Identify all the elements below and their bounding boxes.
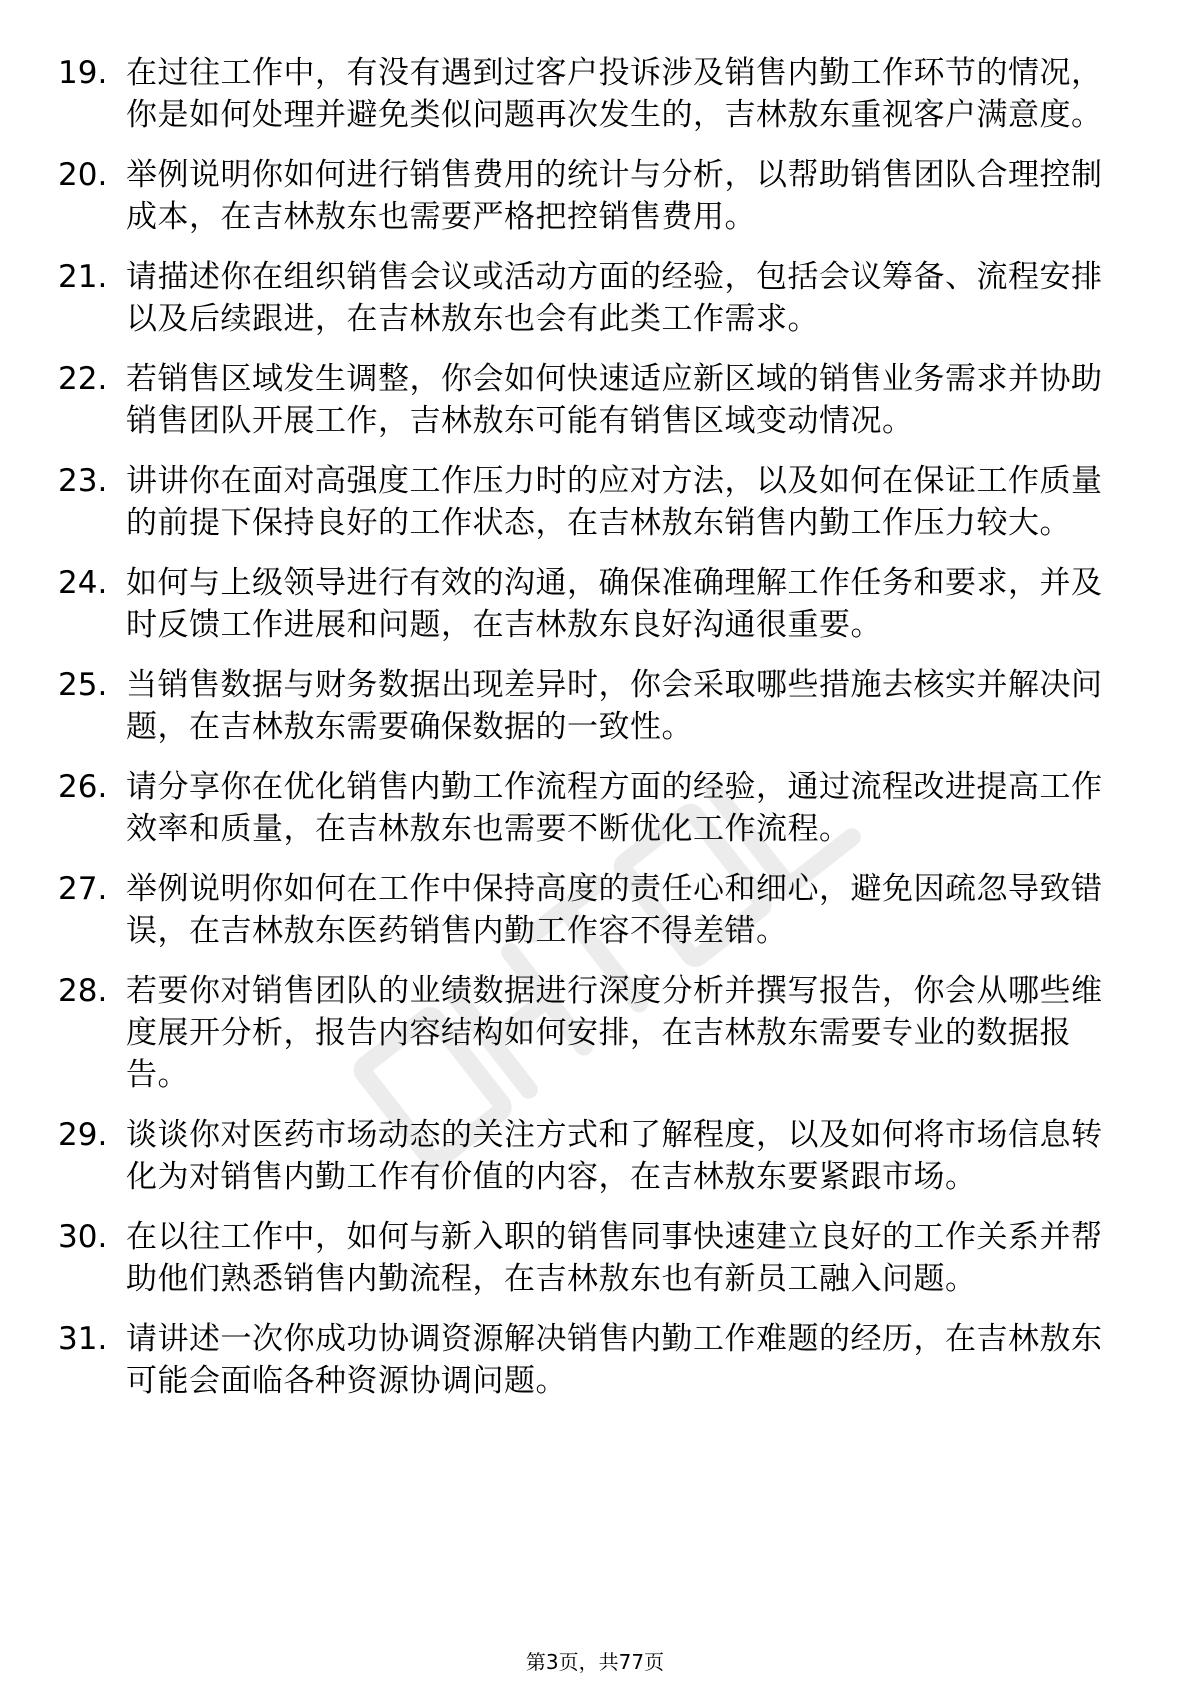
question-item [58, 1318, 1118, 1402]
question-item [58, 460, 1118, 544]
question-item [58, 766, 1118, 850]
question-text: 请分享你在优化销售内勤工作流程方面的经验，通过流程改进提高工作效率和质量，在吉林敖东也需要不断优化工作流程。 [126, 769, 1103, 847]
question-number: 25. [58, 667, 108, 703]
question-text: 举例说明你如何在工作中保持高度的责任心和细心，避免因疏忽导致错误，在吉林敖东医药销售内勤工作容不得差错。 [126, 871, 1103, 949]
question-text: 在以往工作中，如何与新入职的销售同事快速建立良好的工作关系并帮助他们熟悉销售内勤流程，在吉林敖东也有新员工融入问题。 [126, 1219, 1103, 1297]
question-number: 26. [58, 769, 108, 805]
question-text: 讲讲你在面对高强度工作压力时的应对方法，以及如何在保证工作质量的前提下保持良好的工作状态，在吉林敖东销售内勤工作压力较大。 [126, 463, 1103, 541]
question-text: 举例说明你如何进行销售费用的统计与分析，以帮助销售团队合理控制成本，在吉林敖东也需要严格把控销售费用。 [126, 157, 1103, 235]
question-text: 若要你对销售团队的业绩数据进行深度分析并撰写报告，你会从哪些维度展开分析，报告内容结构如何安排，在吉林敖东需要专业的数据报告。 [126, 973, 1103, 1093]
question-number: 30. [58, 1219, 108, 1255]
page-number-footer: 第3页，共77页 [525, 1650, 665, 1674]
question-number: 24. [58, 565, 108, 601]
question-text: 谈谈你对医药市场动态的关注方式和了解程度，以及如何将市场信息转化为对销售内勤工作有价值的内容，在吉林敖东要紧跟市场。 [126, 1117, 1103, 1195]
question-item [58, 154, 1118, 238]
question-number: 28. [58, 973, 108, 1009]
question-number: 20. [58, 157, 108, 193]
question-list [58, 52, 1118, 1420]
question-text: 请讲述一次你成功协调资源解决销售内勤工作难题的经历，在吉林敖东可能会面临各种资源协调问题。 [126, 1321, 1103, 1399]
question-item [58, 562, 1118, 646]
question-item [58, 1216, 1118, 1300]
question-text: 如何与上级领导进行有效的沟通，确保准确理解工作任务和要求，并及时反馈工作进展和问题，在吉林敖东良好沟通很重要。 [126, 565, 1103, 643]
question-item [58, 358, 1118, 442]
question-text: 若销售区域发生调整，你会如何快速适应新区域的销售业务需求并协助销售团队开展工作，吉林敖东可能有销售区域变动情况。 [126, 361, 1103, 439]
question-text: 当销售数据与财务数据出现差异时，你会采取哪些措施去核实并解决问题，在吉林敖东需要确保数据的一致性。 [126, 667, 1103, 745]
question-text: 在过往工作中，有没有遇到过客户投诉涉及销售内勤工作环节的情况，你是如何处理并避免类似问题再次发生的，吉林敖东重视客户满意度。 [126, 55, 1103, 133]
question-item [58, 256, 1118, 340]
question-number: 27. [58, 871, 108, 907]
question-number: 19. [58, 55, 108, 91]
question-number: 29. [58, 1117, 108, 1153]
question-number: 23. [58, 463, 108, 499]
question-number: 22. [58, 361, 108, 397]
question-item [58, 970, 1118, 1096]
question-item [58, 868, 1118, 952]
question-text: 请描述你在组织销售会议或活动方面的经验，包括会议筹备、流程安排以及后续跟进，在吉林敖东也会有此类工作需求。 [126, 259, 1103, 337]
question-item [58, 52, 1118, 136]
question-number: 31. [58, 1321, 108, 1357]
question-item [58, 1114, 1118, 1198]
question-item [58, 664, 1118, 748]
question-number: 21. [58, 259, 108, 295]
